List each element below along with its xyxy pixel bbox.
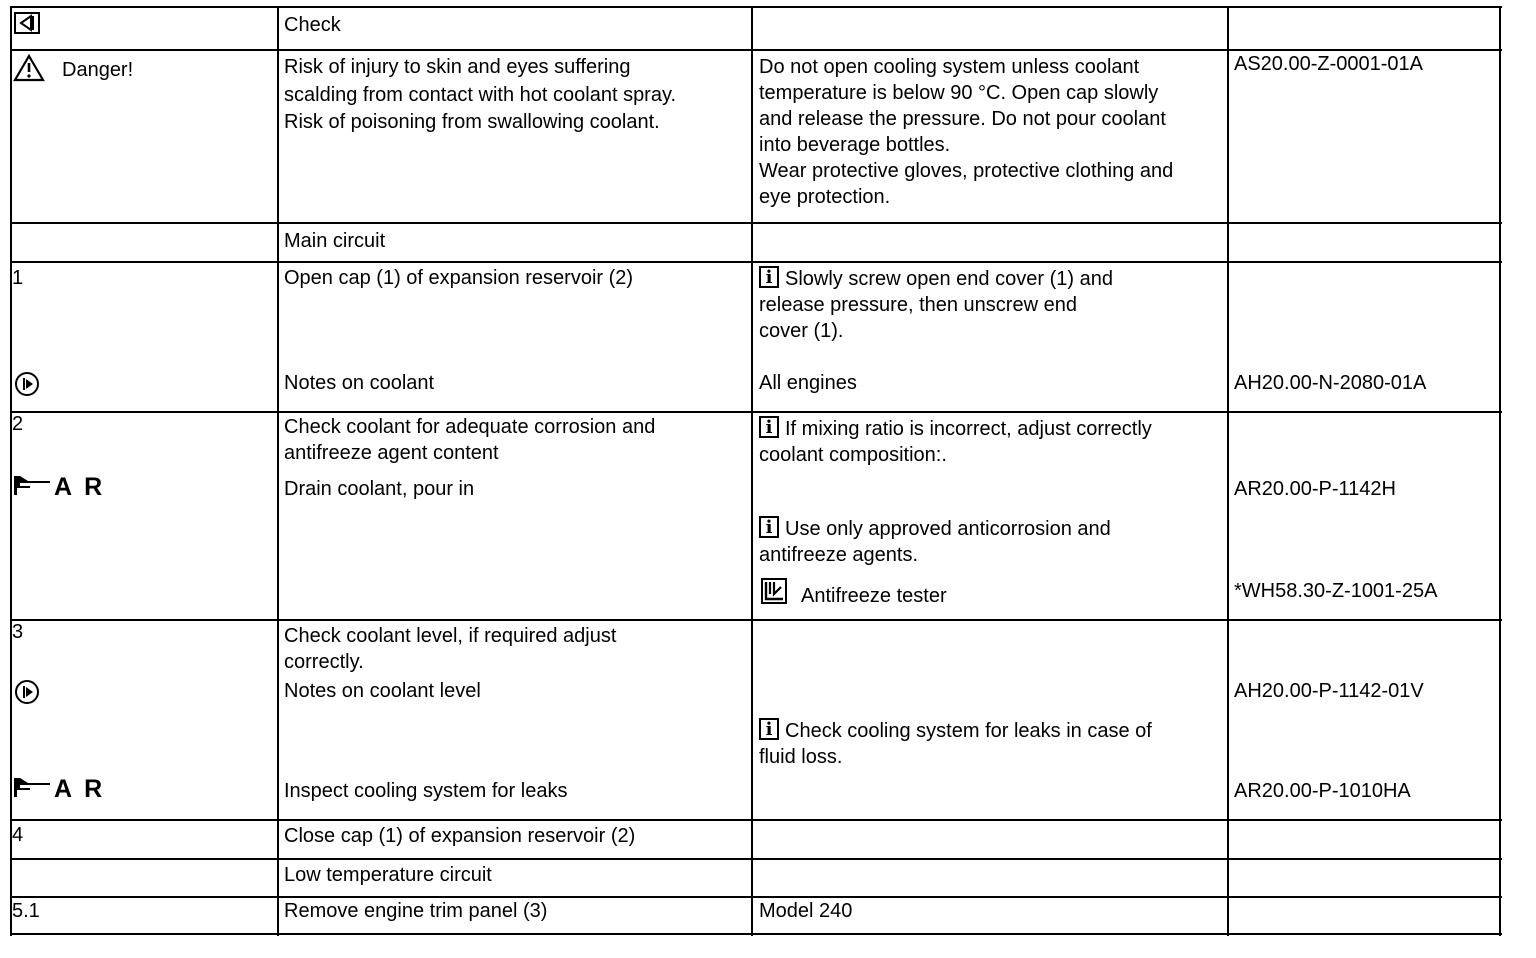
step2-ar-ref[interactable]: AR20.00-P-1142H — [1234, 478, 1396, 500]
step1-info: i Slowly screw open end cover (1) and release pressure, then unscrew end cover (1). — [759, 267, 1113, 342]
step5-action: Remove engine trim panel (3) — [284, 900, 548, 922]
info-icon: i — [759, 416, 779, 438]
step2-tool: Antifreeze tester — [801, 585, 947, 607]
column-divider — [1227, 6, 1229, 936]
step1-action: Open cap (1) of expansion reservoir (2) — [284, 267, 634, 289]
header-check: Check — [284, 14, 341, 36]
row-divider — [10, 619, 1502, 621]
step-number: 1 — [12, 267, 24, 289]
column-divider — [1499, 6, 1501, 936]
step1-note-detail: All engines — [759, 372, 857, 394]
danger-advice-text: Do not open cooling system unless coolant temperature is below 90 °C. Open cap slowly and release the pressure. Do not pour coolant into beverage bottles. Wear protective gloves, protective clothing and eye protection. — [759, 56, 1174, 208]
step3-note-ref[interactable]: AH20.00-P-1142-01V — [1234, 680, 1424, 702]
table-border-top — [10, 6, 1502, 8]
step3-ar-action[interactable]: Inspect cooling system for leaks — [284, 780, 568, 802]
ar-label: A R — [54, 473, 106, 501]
step-number: 4 — [12, 824, 24, 846]
step2-tool-ref[interactable]: *WH58.30-Z-1001-25A — [1234, 580, 1438, 602]
step1-note-ref[interactable]: AH20.00-N-2080-01A — [1234, 372, 1427, 394]
pointing-hand-icon — [12, 776, 52, 804]
step2-action: Check coolant for adequate corrosion and antifreeze agent content — [284, 416, 656, 464]
step4-action: Close cap (1) of expansion reservoir (2) — [284, 825, 636, 847]
row-divider — [10, 411, 1502, 413]
step2-info2: i Use only approved anticorrosion and antifreeze agents. — [759, 517, 1111, 566]
pointing-hand-icon — [12, 474, 52, 502]
warning-triangle-icon — [13, 54, 45, 88]
note-circle-icon[interactable] — [14, 679, 40, 711]
step3-ar-ref[interactable]: AR20.00-P-1010HA — [1234, 780, 1411, 802]
step-number: 5.1 — [12, 900, 40, 922]
danger-label: Danger! — [62, 59, 134, 81]
info-icon: i — [759, 266, 779, 288]
row-divider — [10, 222, 1502, 224]
step2-info1: i If mixing ratio is incorrect, adjust correctly coolant composition:. — [759, 417, 1152, 466]
step3-action: Check coolant level, if required adjust correctly. — [284, 625, 617, 673]
row-divider — [10, 858, 1502, 860]
step-number: 2 — [12, 413, 24, 435]
step3-info: i Check cooling system for leaks in case of fluid loss. — [759, 719, 1152, 768]
ar-label: A R — [54, 775, 106, 803]
column-divider — [751, 6, 753, 936]
tool-icon — [761, 578, 787, 610]
step-number: 3 — [12, 621, 24, 643]
back-arrow-icon[interactable] — [14, 12, 40, 40]
table-border-bottom — [10, 933, 1502, 935]
main-circuit-label: Main circuit — [284, 230, 386, 252]
row-divider — [10, 261, 1502, 263]
step1-note[interactable]: Notes on coolant — [284, 372, 435, 394]
info-icon: i — [759, 516, 779, 538]
danger-risk-text: Risk of injury to skin and eyes suffering scalding from contact with hot coolant spray. Risk of poisoning from swallowing coolant. — [284, 56, 677, 133]
note-circle-icon[interactable] — [14, 371, 40, 403]
column-divider — [277, 6, 279, 936]
low-temp-circuit-label: Low temperature circuit — [284, 864, 492, 886]
info-icon: i — [759, 718, 779, 740]
step5-model: Model 240 — [759, 900, 853, 922]
row-divider — [10, 819, 1502, 821]
step3-note[interactable]: Notes on coolant level — [284, 680, 481, 702]
step2-ar-action[interactable]: Drain coolant, pour in — [284, 478, 475, 500]
row-divider — [10, 896, 1502, 898]
danger-ref[interactable]: AS20.00-Z-0001-01A — [1234, 53, 1424, 75]
